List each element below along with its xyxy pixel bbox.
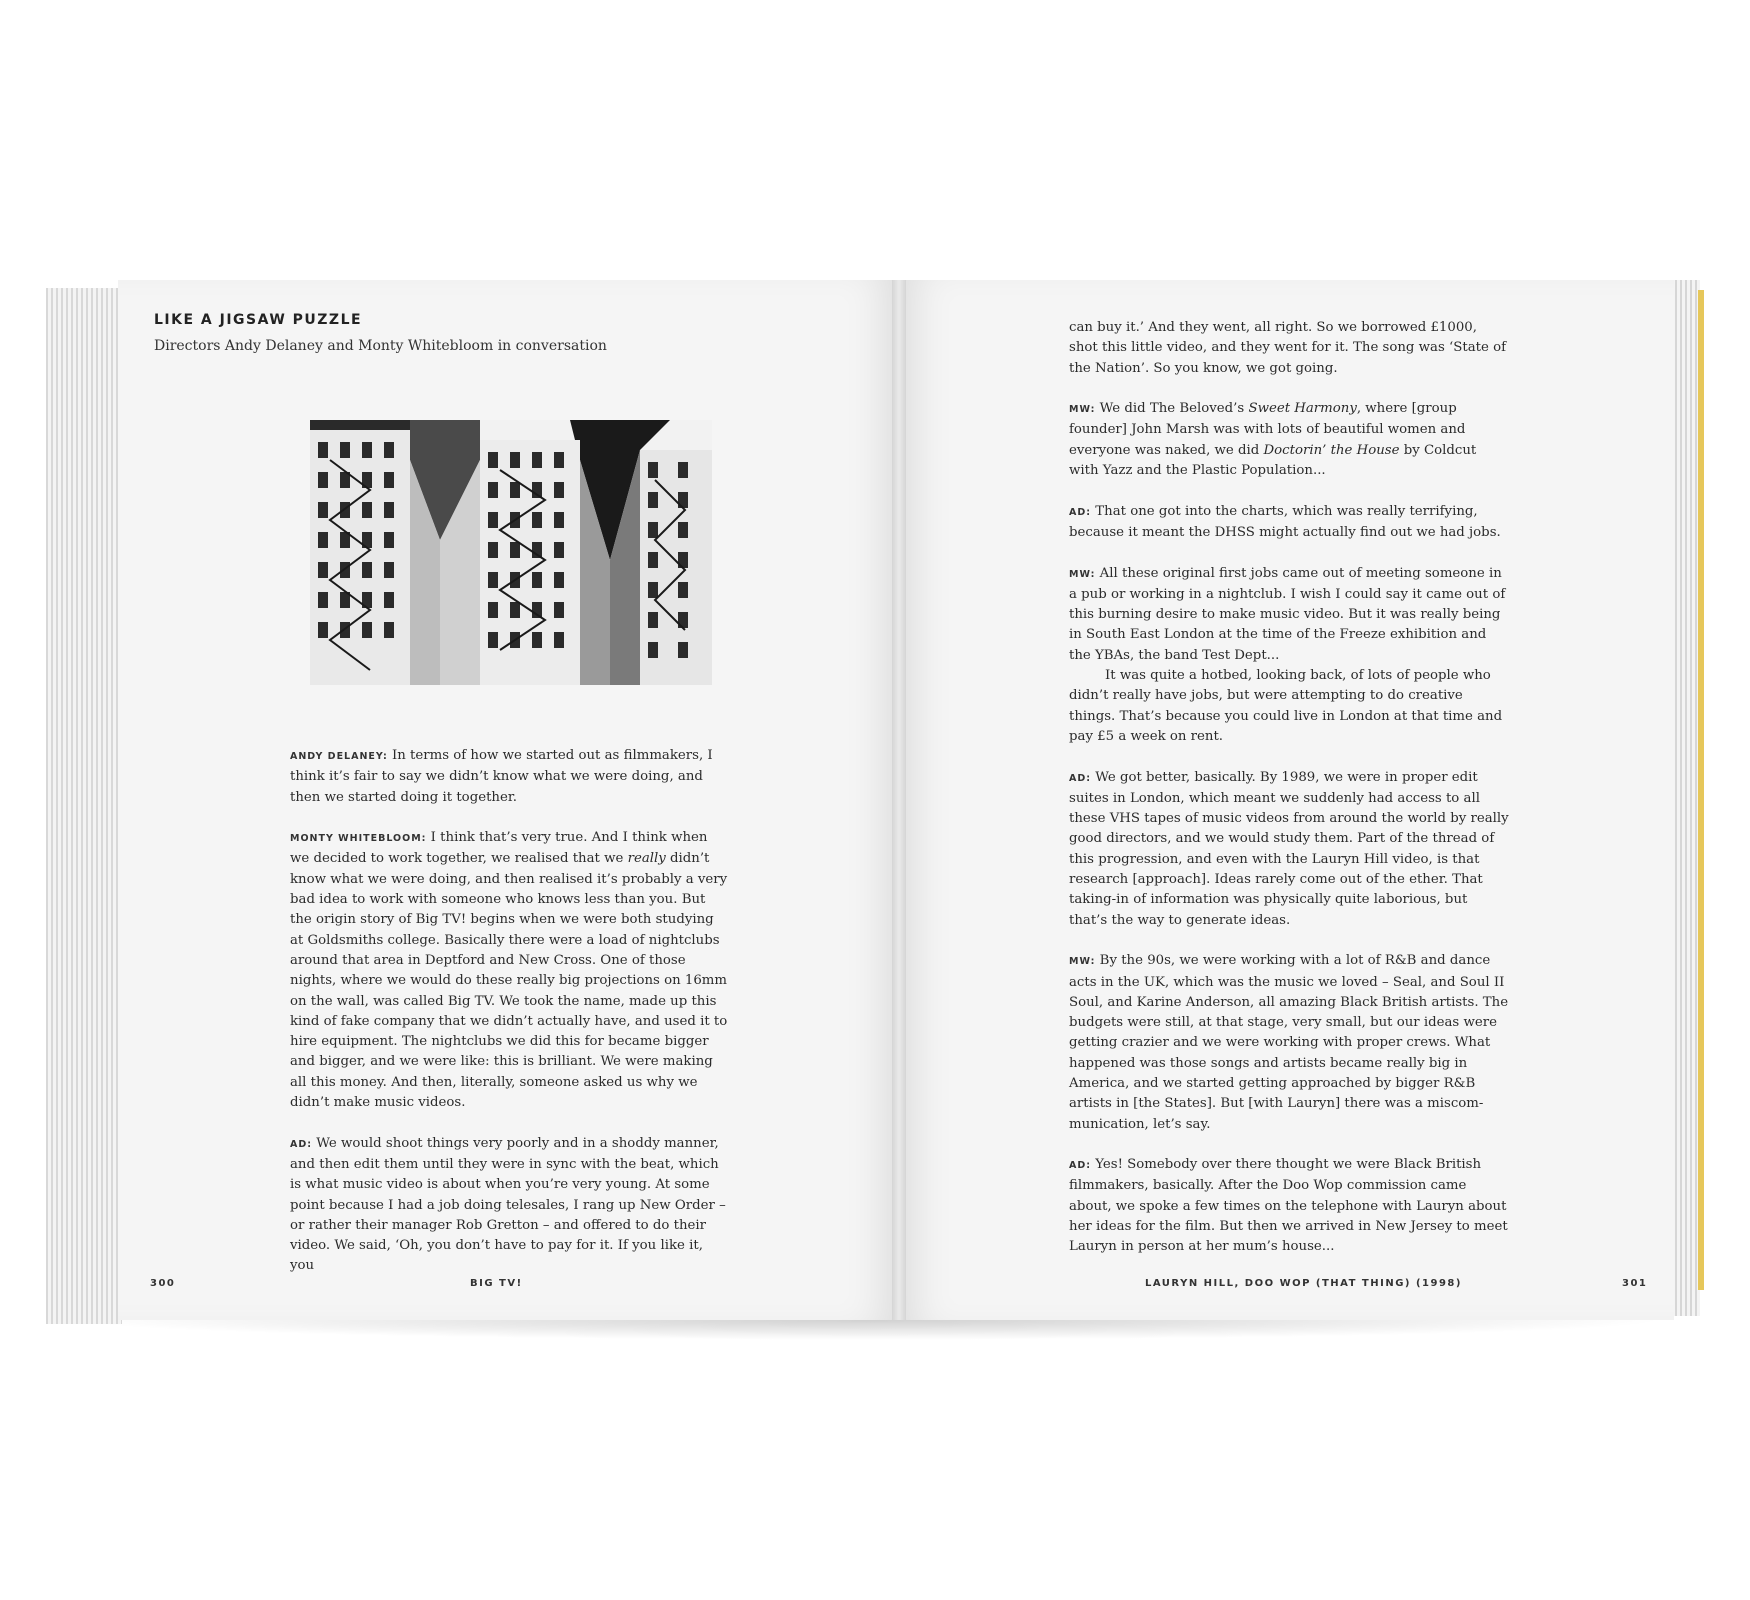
paragraph-text: I think that’s very true. And I think when we decided to work together, we realised that we: [290, 830, 708, 867]
building-photo: [310, 420, 712, 685]
page-edges-right: [1672, 280, 1700, 1316]
speaker-label: AD:: [290, 1138, 313, 1150]
title-italic: Doctorin’ the House: [1263, 442, 1400, 458]
left-body-text: [290, 746, 730, 1297]
paragraph: [290, 746, 730, 808]
paragraph: [1069, 1155, 1509, 1257]
title-italic: Sweet Harmony: [1248, 401, 1357, 417]
speaker-label: MW:: [1069, 956, 1096, 968]
paragraph-text: In terms of how we started out as filmmakers, I think it’s fair to say we didn’t know what we were doing, and then we started doing it together.: [290, 748, 713, 805]
page-number-left: 300: [150, 1278, 176, 1289]
paragraph: [1069, 768, 1509, 931]
paragraph-text: Yes! Somebody over there thought we were Black British filmmakers, basically. After the Doo Wop commission came about, we spoke a few times on the telephone with Lauryn about her ideas for the film. But then we arrived in New Jersey to meet Lauryn in person at her mum’s house...: [1069, 1157, 1508, 1255]
paragraph: [1069, 399, 1509, 481]
running-footer-left: BIG TV!: [470, 1278, 523, 1289]
speaker-label: ANDY DELANEY:: [290, 751, 388, 762]
running-footer-right: LAURYN HILL, DOO WOP (THAT THING) (1998): [1145, 1278, 1462, 1289]
right-body-text: [1069, 318, 1509, 1278]
speaker-label: AD:: [1069, 1160, 1092, 1172]
page-edges-left: [46, 288, 122, 1324]
emphasis-text: really: [627, 851, 666, 867]
page-number-right: 301: [1622, 1278, 1648, 1289]
paragraph-text: We did The Beloved’s: [1095, 401, 1249, 417]
paragraph: [290, 1134, 730, 1277]
speaker-label: MW:: [1069, 404, 1096, 416]
paragraph-text: didn’t know what we were doing, and then realised it’s probably a very bad idea to work with someone who knows less than you. But the origin story of Big TV! begins when we were both studying at Goldsmiths college. Basically there were a load of nightclubs around that area in Deptford and New Cross. One of those nights, where we would do these really big projections on 16mm on the wall, was called Big TV. We took the name, made up this kind of fake company that we didn’t actually have, and used it to hire equipment. The nightclubs we did this for became bigger and bigger, and we were like: this is brilliant. We were making all this money. And then, literally, someone asked us why we didn’t make music videos.: [290, 851, 728, 1111]
paragraph: [1069, 502, 1509, 544]
paragraph-text: We would shoot things very poorly and in a shoddy manner, and then edit them until they were in sync with the beat, which is what music video is about when you’re very young. At some point because I had a job doing telesales, I rang up New Order – or rather their manager Rob Gretton – and offered to do their video. We said, ‘Oh, you don’t have to pay for it. If you like it, you: [290, 1135, 726, 1274]
speaker-label: AD:: [1069, 506, 1092, 518]
speaker-label: MW:: [1069, 568, 1096, 580]
speaker-label: AD:: [1069, 772, 1092, 784]
paragraph-text: by Coldcut with Yazz and the Plastic Population...: [1069, 442, 1477, 479]
paragraph-text: , where [group founder] John Marsh was with lots of beautiful women and everyone was naked, we did: [1069, 401, 1466, 458]
paragraph: [290, 828, 730, 1113]
chapter-subtitle: Directors Andy Delaney and Monty Whitebloom in conversation: [154, 338, 607, 354]
paragraph: can buy it.’ And they went, all right. So we borrowed £1000, shot this little video, and they went for it. The song was ‘State of the Nation’. So you know, we got going.: [1069, 320, 1506, 376]
paragraph-text: By the 90s, we were working with a lot of R&B and dance acts in the UK, which was the music we loved – Seal, and Soul II Soul, and Karine Anderson, all amazing Black British artists. The budgets were still, at that stage, very small, but our ideas were getting crazier and we were working with proper crews. What happened was those songs and artists became really big in America, and we started getting approached by bigger R&B artists in [the States]. But [with Lauryn] there was a miscom-munication, let’s say.: [1069, 953, 1509, 1132]
paragraph: [1069, 951, 1509, 1135]
paragraph-text: That one got into the charts, which was really terrifying, because it meant the DHSS might actually find out we had jobs.: [1069, 503, 1501, 540]
paragraph: [1069, 564, 1509, 666]
building-photo-drawing: [310, 420, 712, 685]
chapter-title: LIKE A JIGSAW PUZZLE: [154, 312, 363, 328]
paragraph-text: All these original first jobs came out of meeting someone in a pub or working in a nightclub. I wish I could say it came out of this burning desire to make music video. But it was really being in South East London at the time of the Freeze exhibition and the YBAs, the band Test Dept...: [1069, 565, 1506, 663]
paragraph-text: We got better, basically. By 1989, we were in proper edit suites in London, which meant we suddenly had access to all these VHS tapes of music videos from around the world by really good directors, and we would study them. Part of the thread of this progression, and even with the Lauryn Hill video, is that research [approach]. Ideas rarely come out of the ether. That taking-in of information was physically quite laborious, but that’s the way to generate ideas.: [1069, 769, 1509, 928]
book-gutter: [892, 280, 906, 1320]
speaker-label: MONTY WHITEBLOOM:: [290, 833, 427, 845]
paragraph-continued: It was quite a hotbed, looking back, of lots of people who didn’t really have jobs, but were attempting to do creative things. That’s because you could live in London at that time and pay £5 a week on rent.: [1069, 668, 1503, 744]
